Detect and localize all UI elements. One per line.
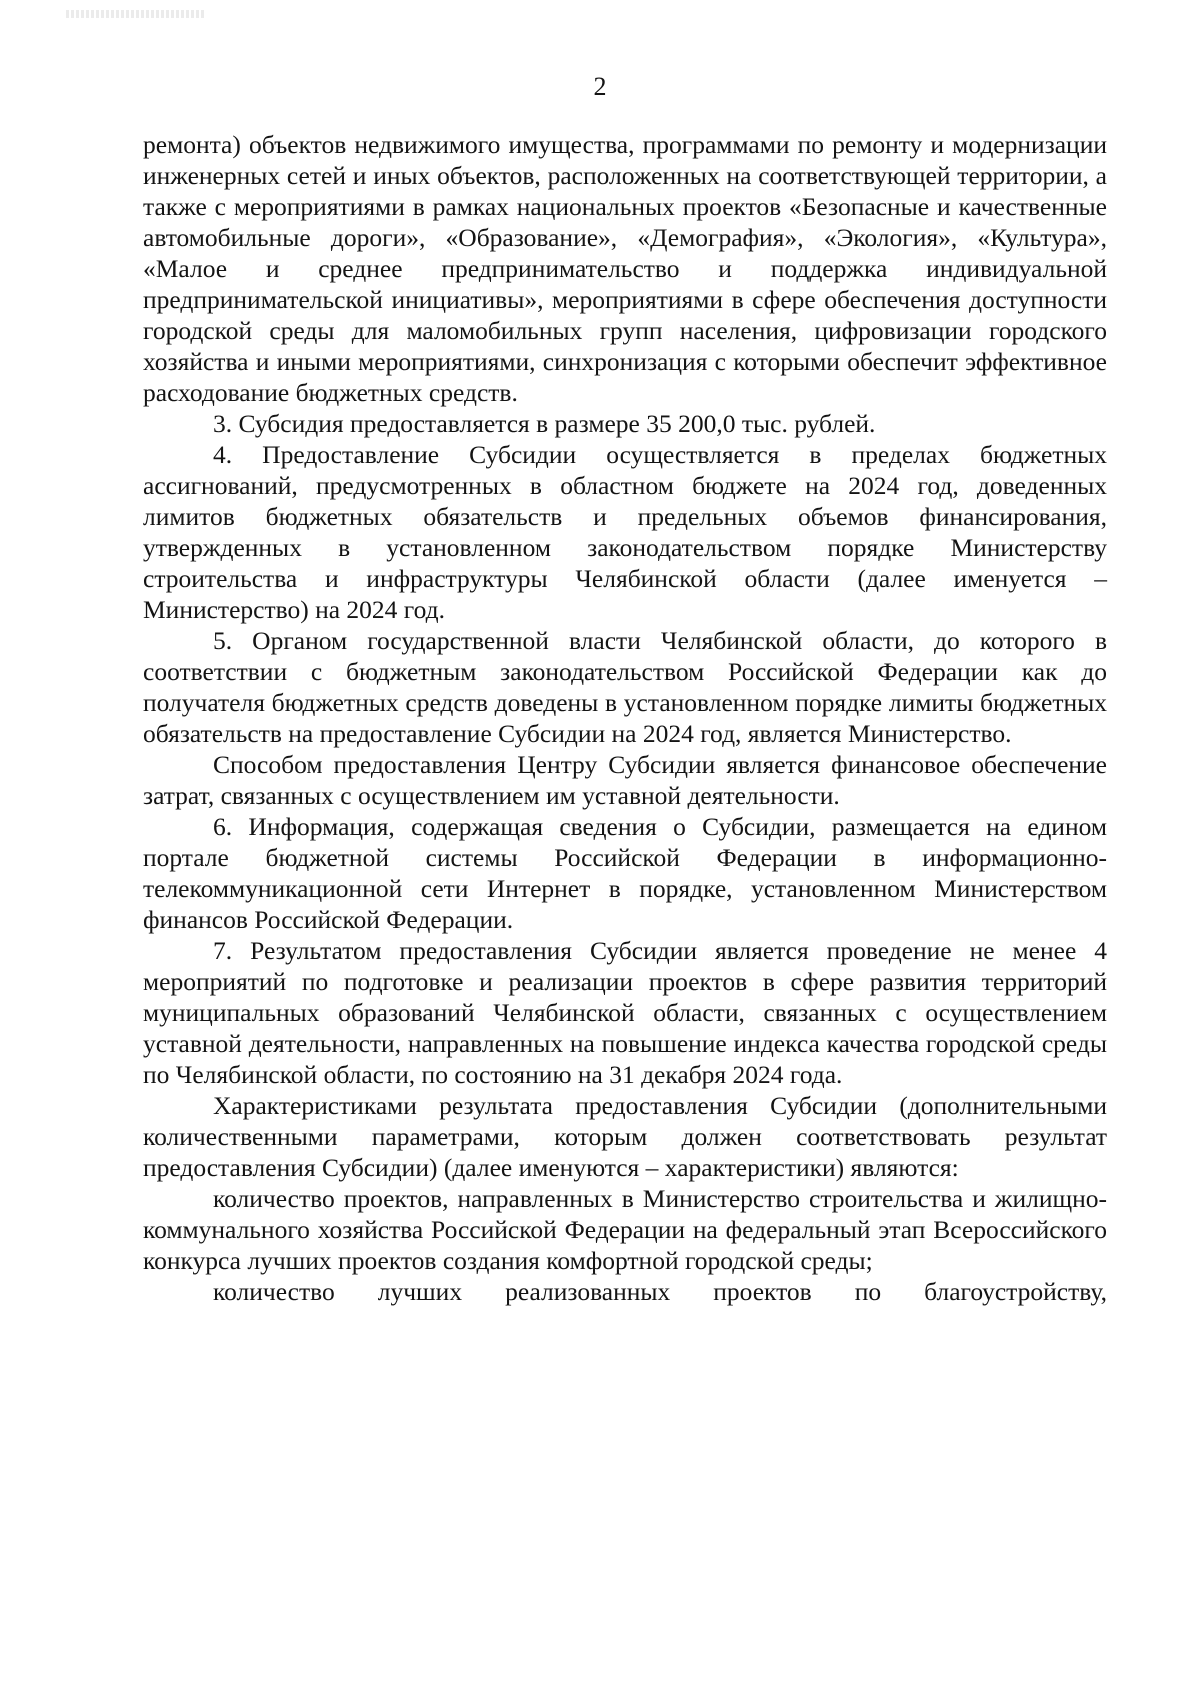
paragraph-subsidy-method: Способом предоставления Центру Субсидии является финансовое обеспечение затрат, связанных с осуществлением им уставной деятельности. bbox=[143, 750, 1107, 810]
scan-artifact bbox=[66, 10, 206, 18]
paragraph-item-4: 4. Предоставление Субсидии осуществляется в пределах бюджетных ассигнований, предусмотренных в областном бюджете на 2024 год, доведенных лимитов бюджетных обязательств и предельных объемов финансирования, утвержденных в установленном законодательством порядке Министерству строительства и инфраструктуры Челябинской области (далее именуется – Министерство) на 2024 год. bbox=[143, 440, 1107, 624]
document-body bbox=[143, 129, 1107, 1307]
paragraph-continuation: ремонта) объектов недвижимого имущества, программами по ремонту и модернизации инженерных сетей и иных объектов, расположенных на соответствующей территории, а также с мероприятиями в рамках национальных проектов «Безопасные и качественные автомобильные дороги», «Образование», «Демография», «Экология», «Культура», «Малое и среднее предпринимательство и поддержка индивидуальной предпринимательской инициативы», мероприятиями в сфере обеспечения доступности городской среды для маломобильных групп населения, цифровизации городского хозяйства и иными мероприятиями, синхронизация с которыми обеспечит эффективное расходование бюджетных средств. bbox=[143, 130, 1107, 407]
page-number: 2 bbox=[593, 72, 607, 101]
paragraph-projects-count: количество проектов, направленных в Министерство строительства и жилищно-коммунального хозяйства Российской Федерации на федеральный этап Всероссийского конкурса лучших проектов создания комфортной городской среды; bbox=[143, 1184, 1107, 1275]
paragraph-best-projects: количество лучших реализованных проектов по благоустройству, bbox=[213, 1277, 1107, 1306]
paragraph-item-7: 7. Результатом предоставления Субсидии является проведение не менее 4 мероприятий по подготовке и реализации проектов в сфере развития территорий муниципальных образований Челябинской области, связанных с осуществлением уставной деятельности, направленных на повышение индекса качества городской среды по Челябинской области, по состоянию на 31 декабря 2024 года. bbox=[143, 936, 1107, 1089]
paragraph-characteristics: Характеристиками результата предоставления Субсидии (дополнительными количественными параметрами, которым должен соответствовать результат предоставления Субсидии) (далее именуются – характеристики) являются: bbox=[143, 1091, 1107, 1182]
paragraph-item-6: 6. Информация, содержащая сведения о Субсидии, размещается на едином портале бюджетной системы Российской Федерации в информационно-телекоммуникационной сети Интернет в порядке, установленном Министерством финансов Российской Федерации. bbox=[143, 812, 1107, 934]
paragraph-item-3: 3. Субсидия предоставляется в размере 35 200,0 тыс. рублей. bbox=[213, 409, 876, 438]
paragraph-item-5: 5. Органом государственной власти Челябинской области, до которого в соответствии с бюджетным законодательством Российской Федерации как до получателя бюджетных средств доведены в установленном порядке лимиты бюджетных обязательств на предоставление Субсидии на 2024 год, является Министерство. bbox=[143, 626, 1107, 748]
